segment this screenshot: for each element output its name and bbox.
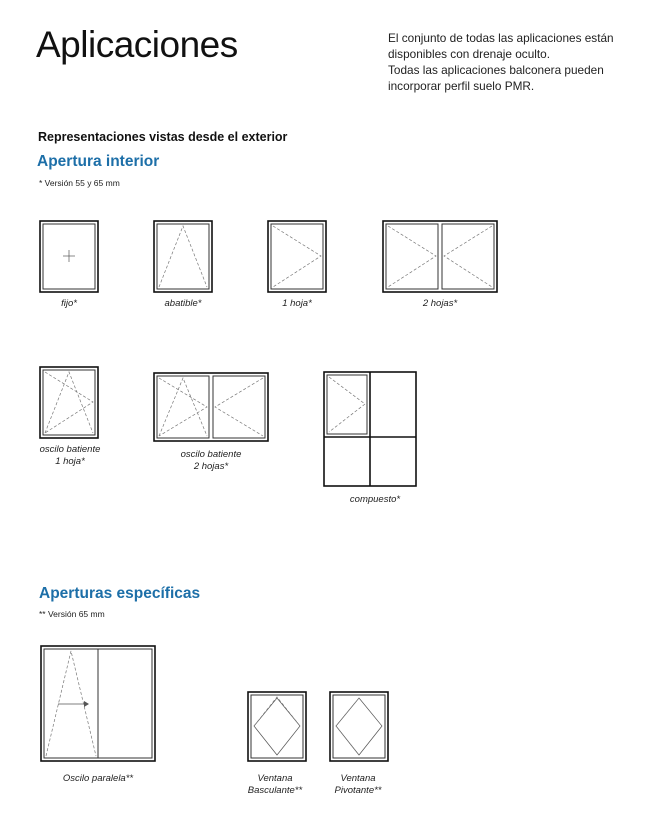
page-title: Aplicaciones	[36, 24, 238, 65]
label-bottom-hung	[248, 773, 302, 797]
label-tilt-turn-single	[40, 444, 101, 468]
footnote-interior: * Versión 55 y 65 mm	[39, 178, 120, 188]
fixed-window-icon	[39, 220, 99, 293]
views-caption: Representaciones vistas desde el exterior	[38, 130, 288, 144]
label-double-sash: 2 hojas*	[422, 298, 458, 309]
label-bottom-hung-line1: Ventana	[257, 773, 293, 784]
section-heading-interior: Apertura interior	[37, 153, 160, 170]
intro-text	[388, 30, 650, 94]
parallel-sliding-window-icon	[40, 645, 156, 762]
label-pivot-line2: Pivotante**	[334, 785, 382, 796]
label-parallel-sliding: Oscilo paralela**	[62, 773, 134, 784]
tilt-turn-double-window-icon	[153, 372, 269, 442]
single-sash-window-icon	[267, 220, 327, 293]
label-fixed: fijo*	[61, 298, 77, 309]
intro-paragraph-drainage: El conjunto de todas las aplicaciones están disponibles con drenaje oculto.	[388, 31, 614, 61]
label-tilt-turn-single-line2: 1 hoja*	[55, 456, 85, 467]
pivot-window-icon	[329, 691, 389, 762]
tilt-turn-single-window-icon	[39, 366, 99, 439]
label-composite: compuesto*	[349, 494, 401, 505]
section-heading-specific: Aperturas específicas	[39, 585, 201, 602]
label-tilt-turn-double-line1: oscilo batiente	[180, 449, 242, 460]
label-tilt-turn-single-line1: oscilo batiente	[39, 444, 101, 455]
label-single-sash: 1 hoja*	[282, 298, 312, 309]
composite-window-icon	[323, 371, 417, 487]
label-pivot-line1: Ventana	[340, 773, 376, 784]
label-tilt-turn-double-line2: 2 hojas*	[193, 461, 229, 472]
label-tilt-turn-double	[181, 449, 242, 473]
label-pivot	[334, 773, 381, 797]
footnote-specific: ** Versión 65 mm	[39, 609, 105, 619]
intro-paragraph-pmr: Todas las aplicaciones balconera pueden incorporar perfil suelo PMR.	[388, 63, 604, 93]
bottom-hung-window-icon	[247, 691, 307, 762]
tilt-window-icon	[153, 220, 213, 293]
label-bottom-hung-line2: Basculante**	[247, 785, 303, 796]
label-tilt: abatible*	[164, 298, 202, 309]
double-sash-window-icon	[382, 220, 498, 293]
